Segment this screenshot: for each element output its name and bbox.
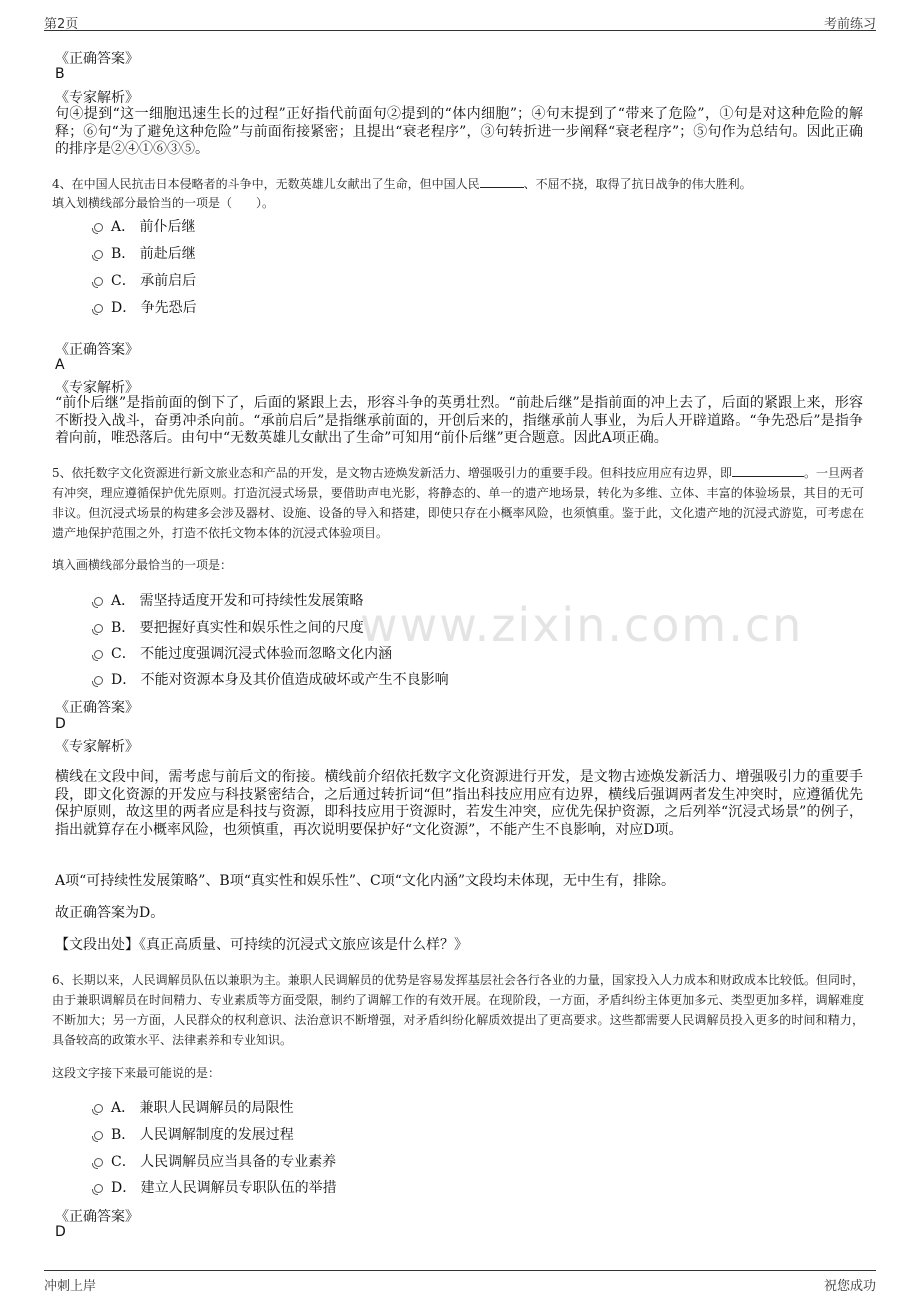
analysis-label: 《专家解析》 xyxy=(55,380,139,396)
radio-icon[interactable] xyxy=(94,304,103,313)
radio-icon[interactable] xyxy=(94,597,103,606)
question-stem: 5、依托数字文化资源进行新文旅业态和产品的开发，是文物古迹焕发新活力、增强吸引力的重要手段。但科技应用应有边界，即 。一旦两者有冲突，理应遵循保护优先原则。打造沉浸式场景，要借助声电光影，将静态的、单一的遗产地场景，转化为多维、立体、丰富的体验场景，其目的无可非议。但沉浸式场景的构建多会涉及器材、设施、设备的导入和搭建，即使只存在小概率风险，也须慎重。鉴于此，文化遗产地的沉浸式游览，可考虑在遗产地保护范围之外，打造不依托文物本体的沉浸式体验项目。 xyxy=(52,466,864,540)
radio-icon[interactable] xyxy=(94,277,103,286)
option-b[interactable]: B． 要把握好真实性和娱乐性之间的尺度 xyxy=(94,617,364,637)
answer-value: D xyxy=(55,1224,66,1240)
answer-value: A xyxy=(55,357,65,373)
analysis-text: 句④提到“这一细胞迅速生长的过程”正好指代前面句②提到的“体内细胞”；④句末提到了“带来了危险”，①句是对这种危险的解释；⑥句“为了避免这种危险”与前面衔接紧密；且提出“衰老程序”，③句转折进一步阐释“衰老程序”；⑤句作为总结句。因此正确的排序是②④①⑥③⑤。 xyxy=(55,106,863,157)
answer-value: D xyxy=(55,716,66,732)
option-b[interactable]: B． 人民调解制度的发展过程 xyxy=(94,1124,294,1144)
radio-icon[interactable] xyxy=(94,223,103,232)
radio-icon[interactable] xyxy=(94,1184,103,1193)
radio-icon[interactable] xyxy=(94,650,103,659)
header-title: 考前练习 xyxy=(823,17,876,32)
analysis-text: 故正确答案为D。 xyxy=(55,905,165,921)
option-c[interactable]: C． 承前启后 xyxy=(94,270,196,290)
radio-icon[interactable] xyxy=(94,1131,103,1140)
analysis-text: “前仆后继”是指前面的倒下了，后面的紧跟上去，形容斗争的英勇壮烈。“前赴后继”是指前面的冲上去了，后面的紧跟上来，形容不断投入战斗，奋勇冲杀向前。“承前启后”是指继承前面的，开创后来的，指继承前人事业，为后人开辟道路。“争先恐后”是指争着向前，唯恐落后。由句中“无数英雄儿女献出了生命”可知用“前仆后继”更合题意。因此A项正确。 xyxy=(55,395,863,446)
option-d[interactable]: D． 不能对资源本身及其价值造成破坏或产生不良影响 xyxy=(94,669,449,689)
option-a[interactable]: A． 需坚持适度开发和可持续性发展策略 xyxy=(94,590,364,610)
analysis-text: 横线在文段中间，需考虑与前后文的衔接。横线前介绍依托数字文化资源进行开发，是文物古迹焕发新活力、增强吸引力的重要手段，即文化资源的开发应与科技紧密结合，之后通过转折词“但”指出科技应用应有边界，横线后强调两者发生冲突时，应遵循优先保护原则，故这里的两者应是科技与资源，即科技应用于资源时，若发生冲突，应优先保护资源，之后列举“沉浸式场景”的例子，指出就算存在小概率风险，也须慎重，再次说明要保护好“文化资源”，不能产生不良影响，对应D项。 xyxy=(55,769,863,838)
option-c[interactable]: C． 人民调解员应当具备的专业素养 xyxy=(94,1151,336,1171)
option-c[interactable]: C． 不能过度强调沉浸式体验而忽略文化内涵 xyxy=(94,643,392,663)
question-stem: 4、在中国人民抗击日本侵略者的斗争中，无数英雄儿女献出了生命，但中国人民 、不屈不挠，取得了抗日战争的伟大胜利。 xyxy=(52,177,752,191)
answer-value: B xyxy=(55,66,65,82)
answer-label: 《正确答案》 xyxy=(55,1209,139,1225)
footer-right-text: 祝您成功 xyxy=(823,1279,876,1294)
option-b[interactable]: B． 前赴后继 xyxy=(94,243,196,263)
page-header xyxy=(44,8,876,31)
radio-icon[interactable] xyxy=(94,250,103,259)
page-footer xyxy=(44,1270,876,1295)
question-prompt: 这段文字接下来最可能说的是： xyxy=(52,1066,221,1080)
option-a[interactable]: A． 前仆后继 xyxy=(94,216,196,236)
question-prompt: 填入划横线部分最恰当的一项是（ ）。 xyxy=(52,196,275,210)
question-stem: 6、长期以来，人民调解员队伍以兼职为主。兼职人民调解员的优势是容易发挥基层社会各行各业的力量，国家投入人力成本和财政成本比较低。但同时，由于兼职调解员在时间精力、专业素质等方面受限，制约了调解工作的有效开展。在现阶段，一方面，矛盾纠纷主体更加多元、类型更加多样，调解难度不断加大；另一方面，人民群众的权利意识、法治意识不断增强，对矛盾纠纷化解质效提出了更高要求。这些都需要人民调解员投入更多的时间和精力，具备较高的政策水平、法律素养和专业知识。 xyxy=(52,973,864,1047)
radio-icon[interactable] xyxy=(94,1158,103,1167)
radio-icon[interactable] xyxy=(94,676,103,685)
option-d[interactable]: D． 建立人民调解员专职队伍的举措 xyxy=(94,1177,337,1197)
question-prompt: 填入画横线部分最恰当的一项是： xyxy=(52,558,233,572)
option-d[interactable]: D． 争先恐后 xyxy=(94,297,197,317)
analysis-label: 《专家解析》 xyxy=(55,739,139,755)
answer-label: 《正确答案》 xyxy=(55,342,139,358)
page-number: 第2页 xyxy=(44,17,79,32)
option-a[interactable]: A． 兼职人民调解员的局限性 xyxy=(94,1097,294,1117)
watermark: www.zixin.com.cn xyxy=(360,598,804,652)
answer-label: 《正确答案》 xyxy=(55,700,139,716)
footer-left-text: 冲刺上岸 xyxy=(44,1279,97,1294)
radio-icon[interactable] xyxy=(94,624,103,633)
radio-icon[interactable] xyxy=(94,1104,103,1113)
analysis-text: A项“可持续性发展策略”、B项“真实性和娱乐性”、C项“文化内涵”文段均未体现，无中生有，排除。 xyxy=(55,873,676,889)
answer-label: 《正确答案》 xyxy=(55,51,139,67)
analysis-label: 《专家解析》 xyxy=(55,90,139,106)
source-text: 【文段出处】《真正高质量、可持续的沉浸式文旅应该是什么样？》 xyxy=(55,937,468,953)
